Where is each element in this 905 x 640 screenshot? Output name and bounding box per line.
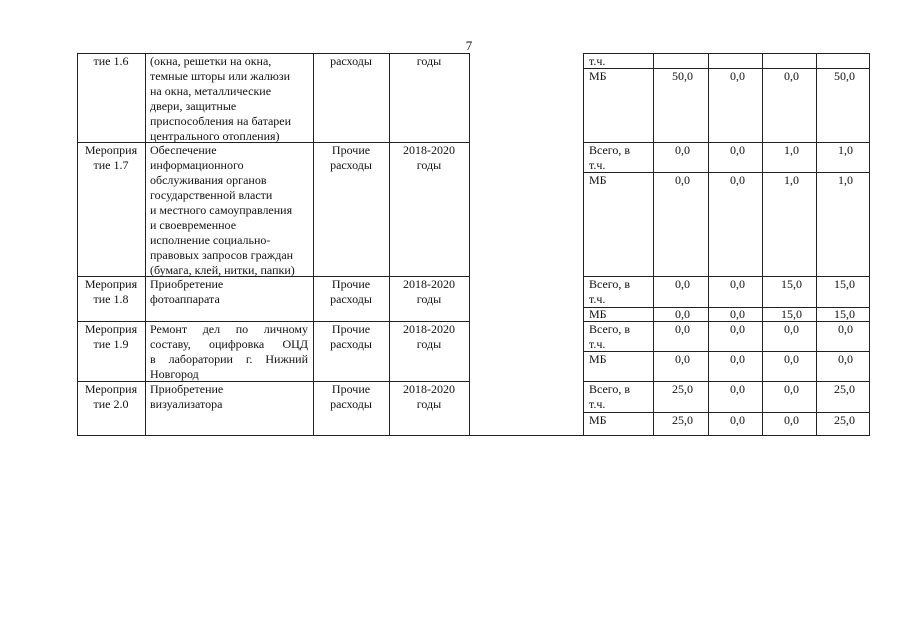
event-cell: Мероприя тие 1.7 bbox=[84, 143, 138, 172]
value-cell: 25,0 bbox=[834, 413, 855, 427]
expense-cell: расходы bbox=[330, 54, 372, 68]
description-cell: (окна, решетки на окна, темные шторы или жалюзи на окна, металлические двери, защитные приспособления на батареи центрального отопления) bbox=[150, 54, 292, 143]
vline bbox=[653, 53, 654, 436]
period-cell: 2018-2020 годы bbox=[403, 322, 455, 351]
expense-cell: Прочие расходы bbox=[330, 277, 372, 306]
period-cell: 2018-2020 годы bbox=[403, 143, 455, 172]
value-cell: 0,0 bbox=[730, 143, 745, 157]
period-cell: 2018-2020 годы bbox=[403, 277, 455, 306]
value-cell: 50,0 bbox=[834, 69, 855, 83]
value-cell: 0,0 bbox=[730, 307, 745, 321]
vline bbox=[869, 53, 870, 436]
value-cell: 25,0 bbox=[672, 382, 693, 396]
value-cell: 0,0 bbox=[675, 173, 690, 187]
event-cell: Мероприя тие 1.9 bbox=[84, 322, 138, 351]
description-cell: Ремонт дел по личному составу, оцифровка ОЦД в лаборатории г. Нижний Новгород bbox=[150, 322, 308, 381]
value-cell: 15,0 bbox=[834, 277, 855, 291]
fund-label: Всего, в т.ч. bbox=[589, 382, 631, 411]
period-cell: годы bbox=[416, 54, 442, 68]
value-cell: 0,0 bbox=[784, 382, 799, 396]
value-cell: 15,0 bbox=[781, 307, 802, 321]
expense-cell: Прочие расходы bbox=[330, 143, 372, 172]
value-cell: 0,0 bbox=[838, 352, 853, 366]
description-cell: Приобретение визуализатора bbox=[150, 382, 224, 411]
period-cell: 2018-2020 годы bbox=[403, 382, 455, 411]
value-cell: 0,0 bbox=[675, 322, 690, 336]
vline bbox=[583, 53, 584, 436]
value-cell: 0,0 bbox=[730, 352, 745, 366]
page-number: 7 bbox=[465, 38, 473, 53]
event-cell: Мероприя тие 1.8 bbox=[84, 277, 138, 306]
vline bbox=[708, 53, 709, 436]
value-cell: 1,0 bbox=[838, 173, 853, 187]
vline bbox=[389, 53, 390, 436]
value-cell: 0,0 bbox=[730, 277, 745, 291]
description-cell: Обеспечение информационного обслуживания органов государственной власти и местного самоуправления и своевременное исполнение социально- правовых запросов граждан (бумага, клей, нитки, папки) bbox=[150, 143, 295, 277]
value-cell: 25,0 bbox=[834, 382, 855, 396]
fund-label: МБ bbox=[589, 69, 607, 83]
fund-label: МБ bbox=[589, 413, 607, 427]
value-cell: 1,0 bbox=[784, 143, 799, 157]
vline bbox=[313, 53, 314, 436]
fund-label: Всего, в т.ч. bbox=[589, 277, 631, 306]
value-cell: 25,0 bbox=[672, 413, 693, 427]
vline bbox=[762, 53, 763, 436]
hline bbox=[77, 435, 870, 436]
value-cell: 0,0 bbox=[730, 413, 745, 427]
value-cell: 0,0 bbox=[784, 352, 799, 366]
expense-cell: Прочие расходы bbox=[330, 382, 372, 411]
vline bbox=[816, 53, 817, 436]
fund-label: МБ bbox=[589, 173, 607, 187]
value-cell: 0,0 bbox=[784, 69, 799, 83]
value-cell: 15,0 bbox=[834, 307, 855, 321]
value-cell: 0,0 bbox=[730, 69, 745, 83]
value-cell: 0,0 bbox=[784, 322, 799, 336]
value-cell: 0,0 bbox=[675, 143, 690, 157]
value-cell: 1,0 bbox=[784, 173, 799, 187]
fund-label: МБ bbox=[589, 352, 607, 366]
value-cell: 0,0 bbox=[730, 322, 745, 336]
value-cell: 0,0 bbox=[730, 173, 745, 187]
value-cell: 0,0 bbox=[675, 352, 690, 366]
value-cell: 0,0 bbox=[675, 277, 690, 291]
description-cell: Приобретение фотоаппарата bbox=[150, 277, 224, 306]
fund-label: МБ bbox=[589, 307, 607, 321]
fund-label: Всего, в т.ч. bbox=[589, 322, 631, 351]
value-cell: 15,0 bbox=[781, 277, 802, 291]
fund-label: Всего, в т.ч. bbox=[589, 143, 631, 172]
vline bbox=[145, 53, 146, 436]
event-cell: тие 1.6 bbox=[93, 54, 129, 68]
vline bbox=[469, 53, 470, 436]
vline bbox=[77, 53, 78, 436]
value-cell: 0,0 bbox=[838, 322, 853, 336]
value-cell: 0,0 bbox=[730, 382, 745, 396]
event-cell: Мероприя тие 2.0 bbox=[84, 382, 138, 411]
value-cell: 1,0 bbox=[838, 143, 853, 157]
expense-cell: Прочие расходы bbox=[330, 322, 372, 351]
fund-label: т.ч. bbox=[589, 54, 606, 68]
value-cell: 50,0 bbox=[672, 69, 693, 83]
value-cell: 0,0 bbox=[784, 413, 799, 427]
value-cell: 0,0 bbox=[675, 307, 690, 321]
